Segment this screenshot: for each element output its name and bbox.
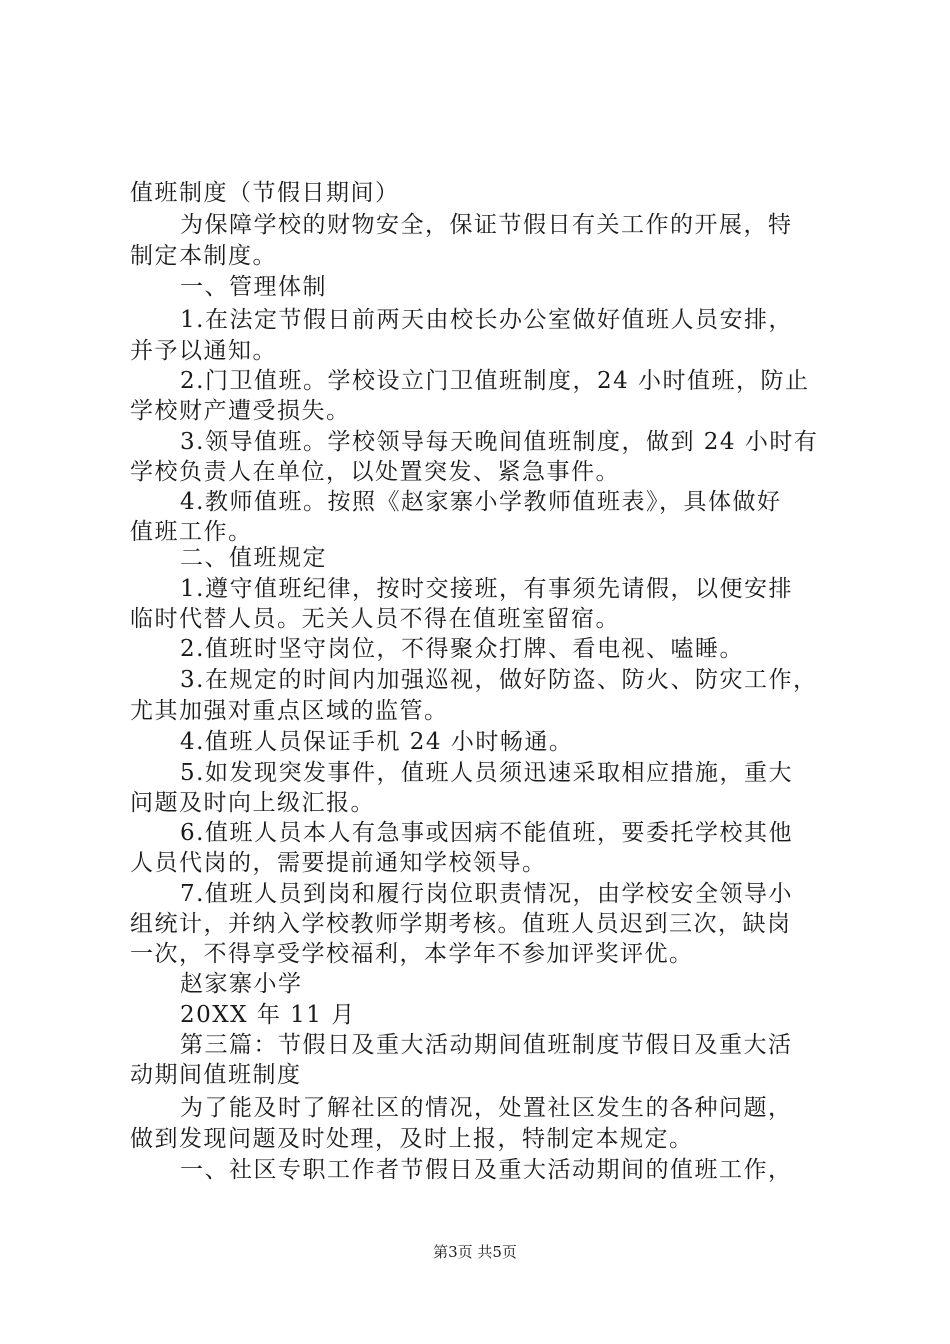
paragraph-line: 1.在法定节假日前两天由校长办公室做好值班人员安排， (180, 307, 793, 333)
paragraph-line: 5.如发现突发事件，值班人员须迅速采取相应措施，重大 (180, 760, 793, 786)
paragraph-line: 做到发现问题及时处理，及时上报，特制定本规定。 (130, 1126, 694, 1152)
paragraph-line: 一次，不得享受学校福利，本学年不参加评奖评优。 (130, 941, 694, 967)
paragraph-line: 为了能及时了解社区的情况，处置社区发生的各种问题， (180, 1095, 793, 1121)
paragraph-line: 4.值班人员保证手机 24 小时畅通。 (180, 729, 574, 755)
paragraph-line: 3.在规定的时间内加强巡视，做好防盗、防火、防灾工作， (180, 667, 818, 693)
section-heading: 一、管理体制 (180, 274, 327, 300)
paragraph-line: 2.门卫值班。学校设立门卫值班制度，24 小时值班，防止 (180, 368, 810, 394)
page-number: 第3页 共5页 (433, 1243, 517, 1261)
paragraph-line: 2.值班时坚守岗位，不得聚众打牌、看电视、嗑睡。 (180, 636, 744, 662)
section-heading: 一、社区专职工作者节假日及重大活动期间的值班工作， (180, 1157, 793, 1183)
paragraph-line: 4.教师值班。按照《赵家寨小学教师值班表》，具体做好 (180, 489, 782, 515)
paragraph-line: 问题及时向上级汇报。 (130, 790, 375, 816)
paragraph-line: 人员代岗的，需要提前通知学校领导。 (130, 850, 547, 876)
paragraph-line: 1.遵守值班纪律，按时交接班，有事须先请假，以便安排 (180, 576, 793, 602)
paragraph-line: 学校负责人在单位，以处置突发、紧急事件。 (130, 459, 620, 485)
paragraph-line: 临时代替人员。无关人员不得在值班室留宿。 (130, 606, 620, 632)
paragraph-line: 值班工作。 (130, 519, 253, 545)
chapter-heading: 动期间值班制度 (130, 1062, 302, 1088)
page-footer (0, 1242, 950, 1262)
signature-date: 20XX 年 11 月 (180, 1002, 356, 1028)
paragraph-line: 制定本制度。 (130, 243, 277, 269)
signature-organization: 赵家寨小学 (180, 971, 303, 997)
paragraph-line: 6.值班人员本人有急事或因病不能值班，要委托学校其他 (180, 820, 793, 846)
paragraph-line: 学校财产遭受损失。 (130, 398, 351, 424)
paragraph-line: 并予以通知。 (130, 338, 277, 364)
paragraph-line: 为保障学校的财物安全，保证节假日有关工作的开展，特 (180, 212, 793, 238)
section-heading: 二、值班规定 (180, 545, 327, 571)
paragraph-line: 尤其加强对重点区域的监管。 (130, 698, 449, 724)
paragraph-line: 7.值班人员到岗和履行岗位职责情况，由学校安全领导小 (180, 881, 793, 907)
chapter-heading: 第三篇：节假日及重大活动期间值班制度节假日及重大活 (180, 1032, 793, 1058)
document-title: 值班制度（节假日期间） (130, 180, 400, 206)
paragraph-line: 3.领导值班。学校领导每天晚间值班制度，做到 24 小时有 (180, 429, 819, 455)
paragraph-line: 组统计，并纳入学校教师学期考核。值班人员迟到三次，缺岗 (130, 911, 792, 937)
